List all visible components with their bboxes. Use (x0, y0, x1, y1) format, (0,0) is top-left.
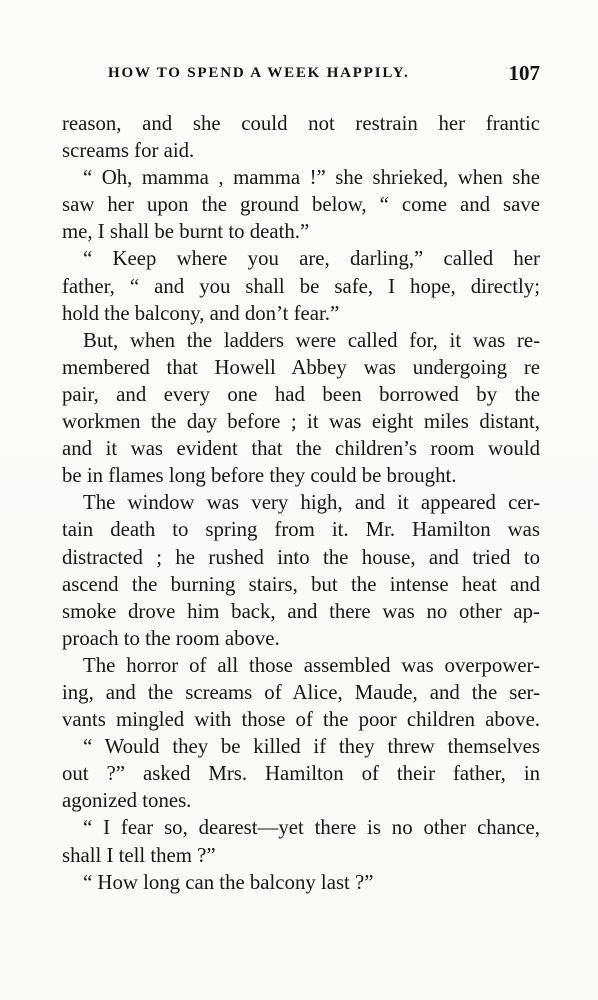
text-line: screams for aid. (62, 139, 195, 163)
text-line: “ How long can the balcony last ?” (83, 870, 374, 894)
text-line: father, “ and you shall be safe, I hope, directly; (62, 274, 540, 298)
text-line: distracted ; he rushed into the house, and tried to (62, 545, 540, 569)
text-line: But, when the ladders were called for, it was re- (83, 328, 540, 352)
running-header (108, 61, 540, 91)
text-line: “ I fear so, dearest—yet there is no other chance, (83, 816, 540, 840)
text-line: agonized tones. (62, 789, 192, 813)
page-number: 107 (508, 61, 540, 85)
text-line: The window was very high, and it appeared cer- (83, 491, 540, 515)
text-line: out ?” asked Mrs. Hamilton of their father, in (62, 762, 540, 786)
text-line: ascend the burning stairs, but the intense heat and (62, 572, 540, 596)
text-line: reason, and she could not restrain her frantic (62, 112, 540, 135)
text-line: me, I shall be burnt to death.” (62, 220, 310, 244)
text-line: “ Oh, mamma , mamma !” she shrieked, when she (83, 166, 540, 190)
text-line: tain death to spring from it. Mr. Hamilton was (62, 518, 540, 542)
text-line: membered that Howell Abbey was undergoing re (62, 355, 540, 379)
body-text (62, 110, 540, 896)
text-line: “ Would they be killed if they threw themselves (83, 735, 540, 759)
text-line: smoke drove him back, and there was no other ap- (62, 599, 540, 623)
text-line: and it was evident that the children’s room would (62, 437, 540, 461)
text-line: “ Keep where you are, darling,” called her (83, 247, 540, 271)
text-line: vants mingled with those of the poor children above. (62, 708, 540, 732)
text-line: ing, and the screams of Alice, Maude, and the ser- (62, 680, 540, 704)
text-line: The horror of all those assembled was overpower- (83, 653, 540, 677)
running-title: HOW TO SPEND A WEEK HAPPILY. (108, 65, 410, 81)
text-line: proach to the room above. (62, 626, 280, 650)
text-line: pair, and every one had been borrowed by the (62, 382, 540, 406)
text-line: be in flames long before they could be brought. (62, 464, 457, 488)
text-line: shall I tell them ?” (62, 843, 216, 867)
text-line: hold the balcony, and don’t fear.” (62, 301, 340, 325)
text-line: saw her upon the ground below, “ come and save (62, 193, 540, 217)
text-line: workmen the day before ; it was eight miles distant, (62, 410, 540, 434)
